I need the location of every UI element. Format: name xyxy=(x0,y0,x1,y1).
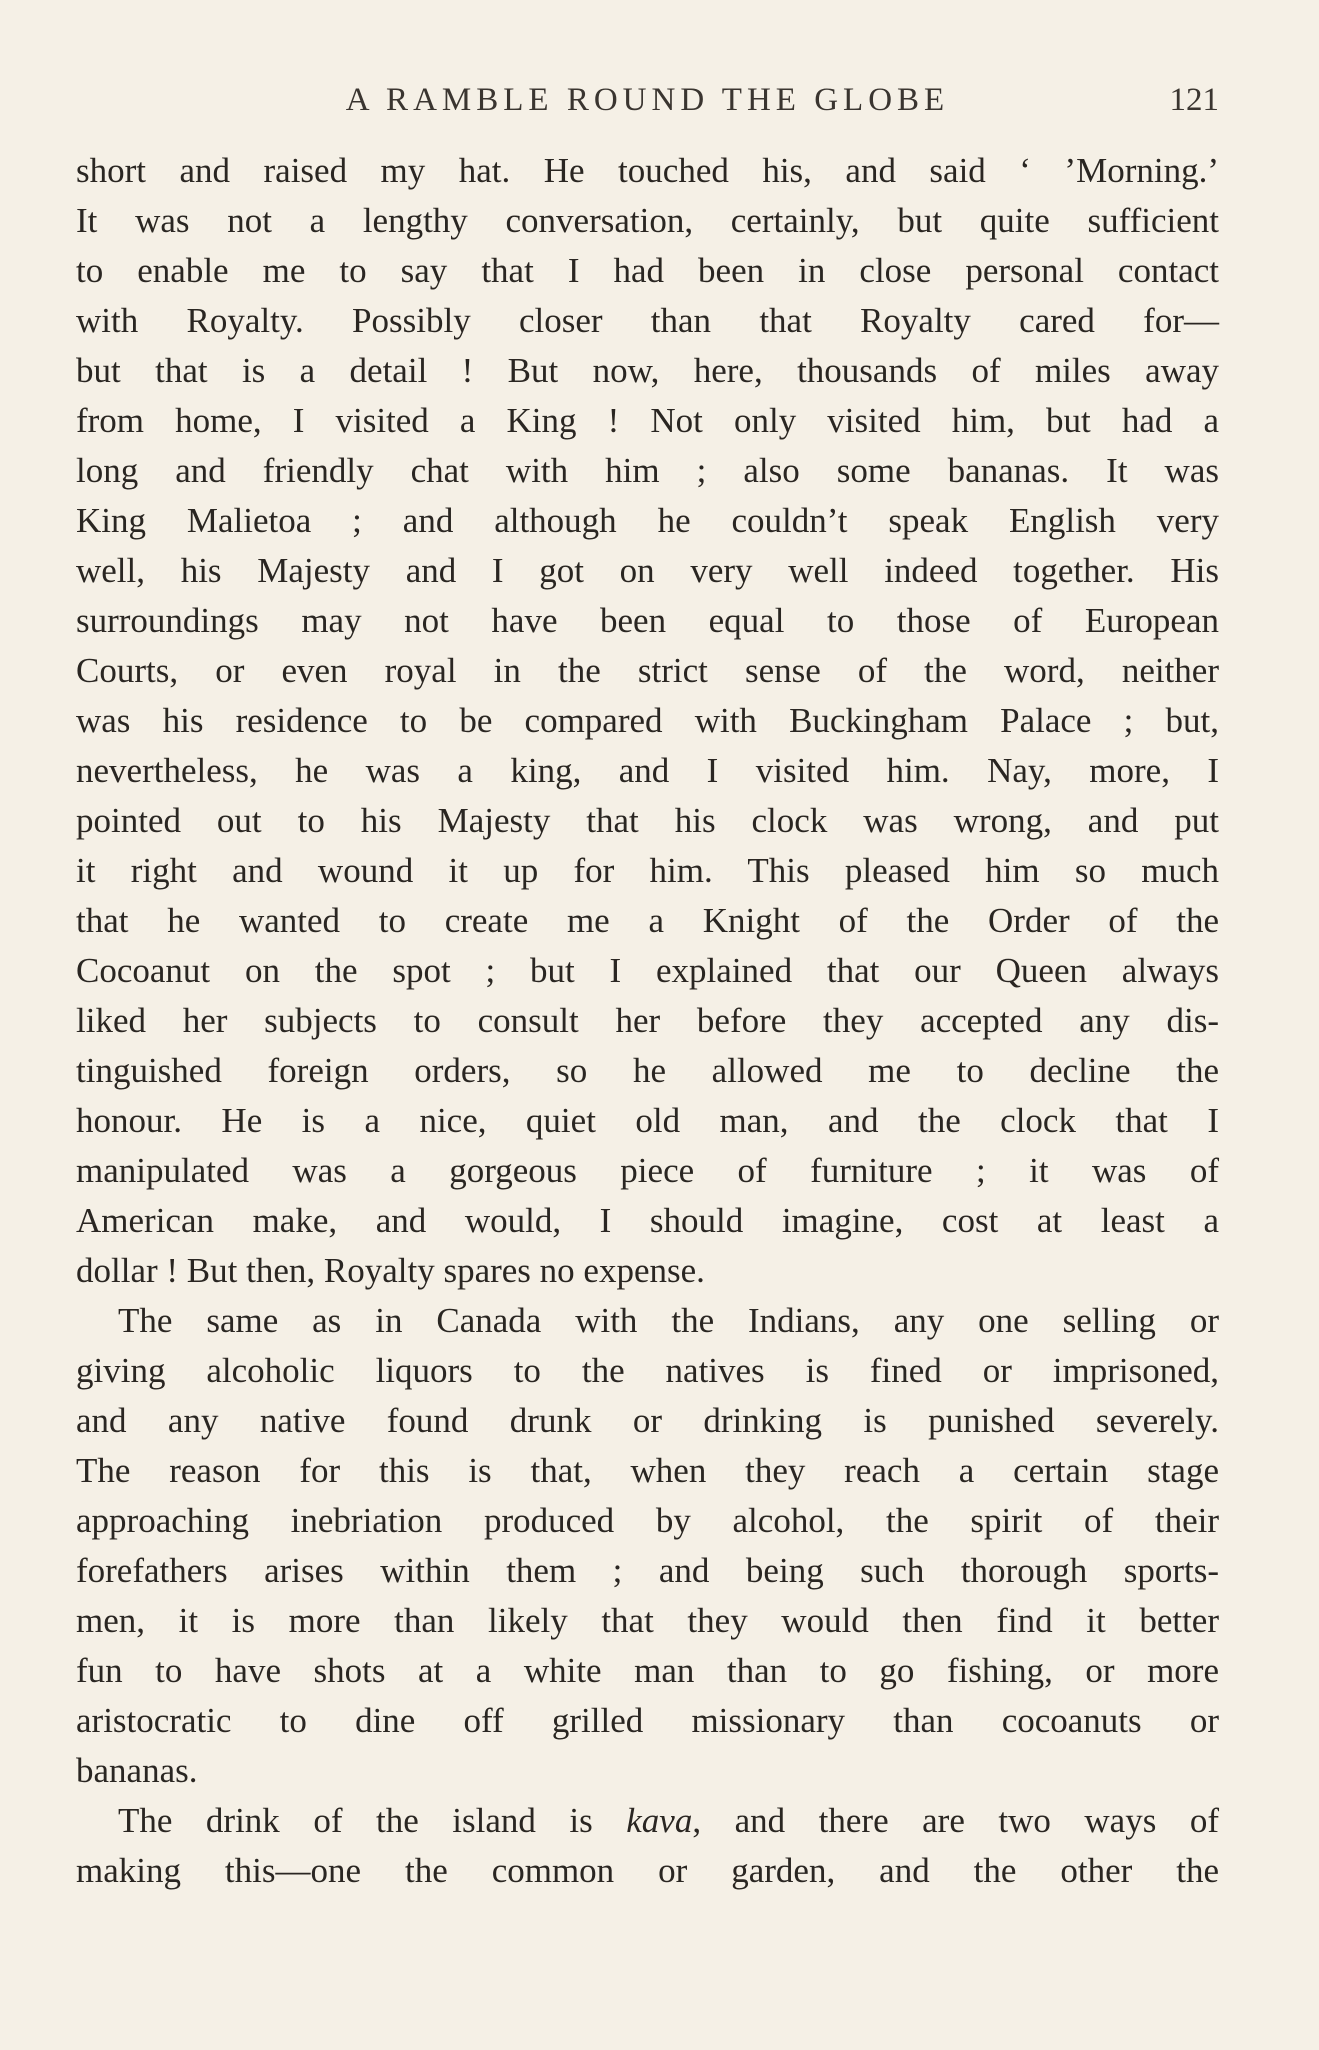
text-run: The drink of the island is xyxy=(118,1801,627,1840)
text-line: men, it is more than likely that they would then find it better xyxy=(76,1601,1219,1640)
text-line: to enable me to say that I had been in close personal contact xyxy=(76,251,1219,290)
text-line: The reason for this is that, when they reach a certain stage xyxy=(76,1451,1219,1490)
running-head xyxy=(76,82,1219,132)
text-line: nevertheless, he was a king, and I visited him. Nay, more, I xyxy=(76,751,1219,790)
text-line: giving alcoholic liquors to the natives is fined or imprisoned, xyxy=(76,1351,1219,1390)
text-line: Cocoanut on the spot ; but I explained that our Queen always xyxy=(76,951,1219,990)
text-line: liked her subjects to consult her before they accepted any dis- xyxy=(76,1001,1219,1040)
text-line: King Malietoa ; and although he couldn’t speak English very xyxy=(76,501,1219,540)
italic-word: kava xyxy=(626,1801,693,1840)
paragraph-2 xyxy=(76,1296,1219,1796)
text-line: with Royalty. Possibly closer than that Royalty cared for— xyxy=(76,301,1219,340)
paragraph-3 xyxy=(76,1796,1219,1896)
text-line: It was not a lengthy conversation, certainly, but quite sufficient xyxy=(76,201,1219,240)
text-line: but that is a detail ! But now, here, thousands of miles away xyxy=(76,351,1219,390)
paragraph-1 xyxy=(76,146,1219,1296)
text-line: pointed out to his Majesty that his clock was wrong, and put xyxy=(76,801,1219,840)
text-line: fun to have shots at a white man than to go fishing, or more xyxy=(76,1651,1219,1690)
text-line: short and raised my hat. He touched his, and said ‘ ’Morning.’ xyxy=(76,151,1219,190)
body-text xyxy=(76,146,1219,1896)
text-line: well, his Majesty and I got on very well indeed together. His xyxy=(76,551,1219,590)
text-line: from home, I visited a King ! Not only visited him, but had a xyxy=(76,401,1219,440)
text-line: surroundings may not have been equal to those of European xyxy=(76,601,1219,640)
text-line: that he wanted to create me a Knight of the Order of the xyxy=(76,901,1219,940)
text-line: it right and wound it up for him. This pleased him so much xyxy=(76,851,1219,890)
text-line: dollar ! But then, Royalty spares no expense. xyxy=(76,1251,705,1290)
text-line: forefathers arises within them ; and being such thorough sports- xyxy=(76,1551,1219,1590)
text-line: tinguished foreign orders, so he allowed me to decline the xyxy=(76,1051,1219,1090)
text-line: manipulated was a gorgeous piece of furniture ; it was of xyxy=(76,1151,1219,1190)
text-line: Courts, or even royal in the strict sense of the word, neither xyxy=(76,651,1219,690)
text-line: aristocratic to dine off grilled missionary than cocoanuts or xyxy=(76,1701,1219,1740)
text-line: bananas. xyxy=(76,1751,198,1790)
text-line: approaching inebriation produced by alcohol, the spirit of their xyxy=(76,1501,1219,1540)
text-line: making this—one the common or garden, and the other the xyxy=(76,1851,1219,1890)
text-line xyxy=(76,1796,1219,1846)
page-number: 121 xyxy=(1169,82,1219,118)
text-line: long and friendly chat with him ; also some bananas. It was xyxy=(76,451,1219,490)
text-line: was his residence to be compared with Buckingham Palace ; but, xyxy=(76,701,1219,740)
text-line: and any native found drunk or drinking is punished severely. xyxy=(76,1401,1219,1440)
text-line: The same as in Canada with the Indians, any one selling or xyxy=(118,1301,1219,1340)
running-title: A RAMBLE ROUND THE GLOBE xyxy=(345,82,950,118)
text-line: honour. He is a nice, quiet old man, and the clock that I xyxy=(76,1101,1219,1140)
text-line: American make, and would, I should imagine, cost at least a xyxy=(76,1201,1219,1240)
text-run: , and there are two ways of xyxy=(692,1801,1219,1840)
